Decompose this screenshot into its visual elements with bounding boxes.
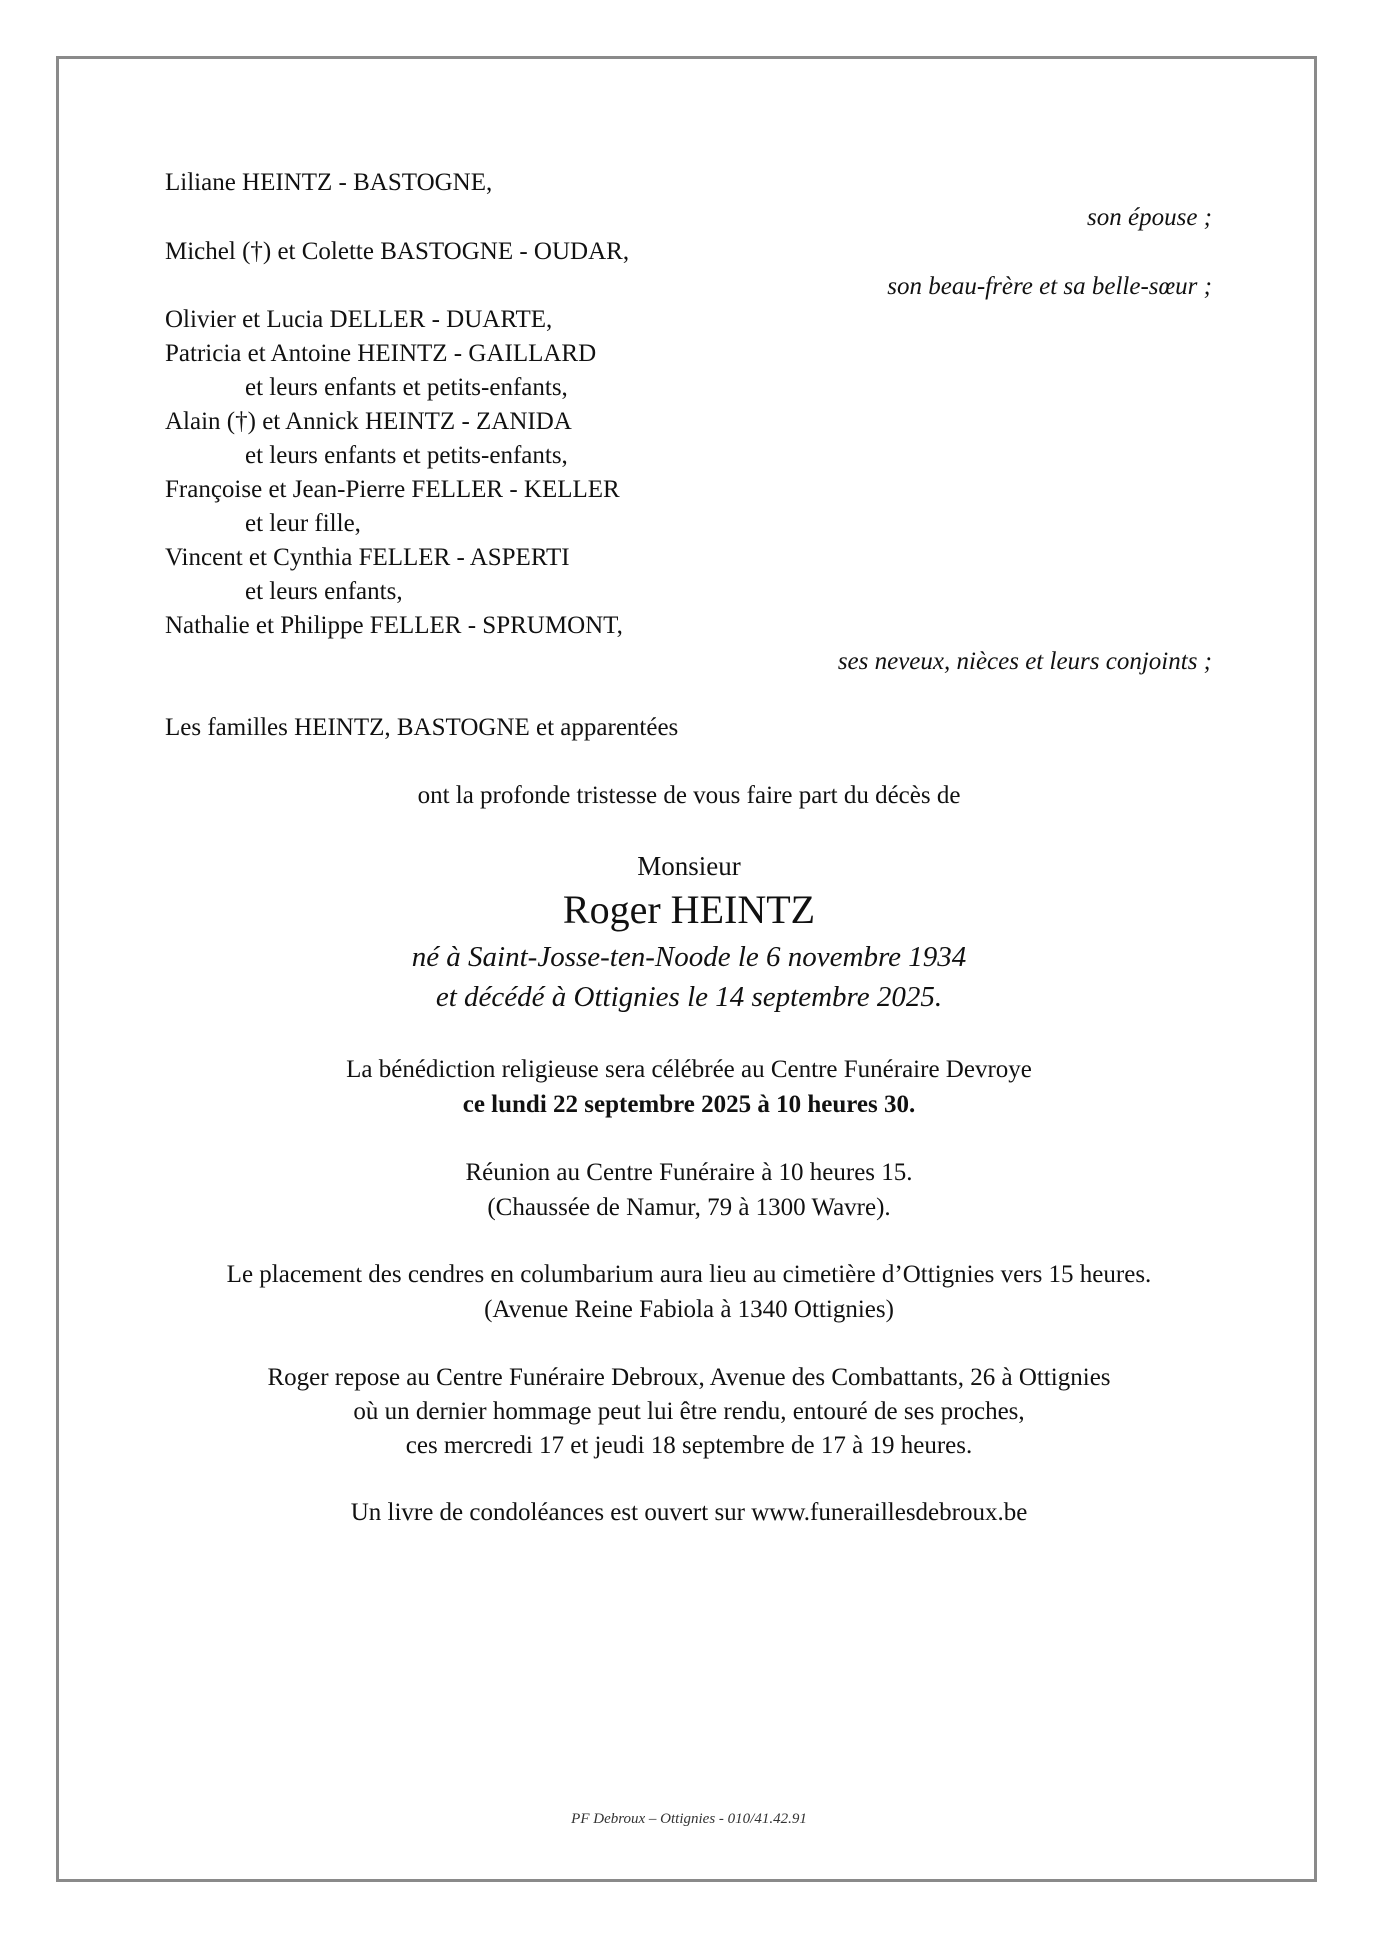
- nephew-line: Alain (†) et Annick HEINTZ - ZANIDA: [165, 408, 572, 435]
- ceremony-date: ce lundi 22 septembre 2025 à 10 heures 30.: [462, 1091, 916, 1118]
- nephew-line: Vincent et Cynthia FELLER - ASPERTI: [165, 544, 570, 571]
- inlaws-role: son beau-frère et sa belle-sœur ;: [887, 273, 1212, 300]
- death-line: et décédé à Ottignies le 14 septembre 2025.: [435, 981, 943, 1013]
- visitation-line: ces mercredi 17 et jeudi 18 septembre de 17 à 19 heures.: [405, 1432, 973, 1459]
- birth-line: né à Saint-Josse-ten-Noode le 6 novembre 1934: [411, 941, 967, 973]
- nephew-line: Françoise et Jean-Pierre FELLER - KELLER: [165, 476, 620, 503]
- deceased-title: Monsieur: [637, 851, 741, 881]
- nephew-line: Olivier et Lucia DELLER - DUARTE,: [165, 306, 553, 333]
- nephew-subline: et leurs enfants et petits-enfants,: [245, 374, 568, 401]
- nephews-role: ses neveux, nièces et leurs conjoints ;: [837, 648, 1212, 675]
- wife-role: son épouse ;: [1087, 204, 1212, 231]
- cremation-address: (Avenue Reine Fabiola à 1340 Ottignies): [484, 1296, 894, 1323]
- nephew-line: Patricia et Antoine HEINTZ - GAILLARD: [165, 340, 597, 367]
- deceased-name: Roger HEINTZ: [562, 887, 816, 932]
- nephew-subline: et leurs enfants,: [245, 578, 403, 605]
- meeting-address: (Chaussée de Namur, 79 à 1300 Wavre).: [487, 1194, 891, 1221]
- nephew-subline: et leurs enfants et petits-enfants,: [245, 442, 568, 469]
- footer: PF Debroux – Ottignies - 010/41.42.91: [571, 1811, 807, 1827]
- cremation-line: Le placement des cendres en columbarium aura lieu au cimetière d’Ottignies vers 15 heures.: [226, 1261, 1152, 1288]
- inlaws-name: Michel (†) et Colette BASTOGNE - OUDAR,: [165, 238, 630, 265]
- visitation-line: où un dernier hommage peut lui être rendu, entouré de ses proches,: [353, 1398, 1025, 1425]
- meeting-line: Réunion au Centre Funéraire à 10 heures 15.: [465, 1159, 913, 1186]
- ceremony-line: La bénédiction religieuse sera célébrée au Centre Funéraire Devroye: [346, 1056, 1032, 1083]
- condolences-line: Un livre de condoléances est ouvert sur www.funeraillesdebroux.be: [350, 1499, 1028, 1526]
- nephew-subline: et leur fille,: [245, 510, 361, 537]
- nephew-line: Nathalie et Philippe FELLER - SPRUMONT,: [165, 612, 623, 639]
- announcement-intro: ont la profonde tristesse de vous faire part du décès de: [417, 782, 961, 809]
- families-line: Les familles HEINTZ, BASTOGNE et apparentées: [165, 714, 679, 741]
- visitation-line: Roger repose au Centre Funéraire Debroux, Avenue des Combattants, 26 à Ottignies: [267, 1364, 1111, 1391]
- wife-name: Liliane HEINTZ - BASTOGNE,: [165, 169, 493, 196]
